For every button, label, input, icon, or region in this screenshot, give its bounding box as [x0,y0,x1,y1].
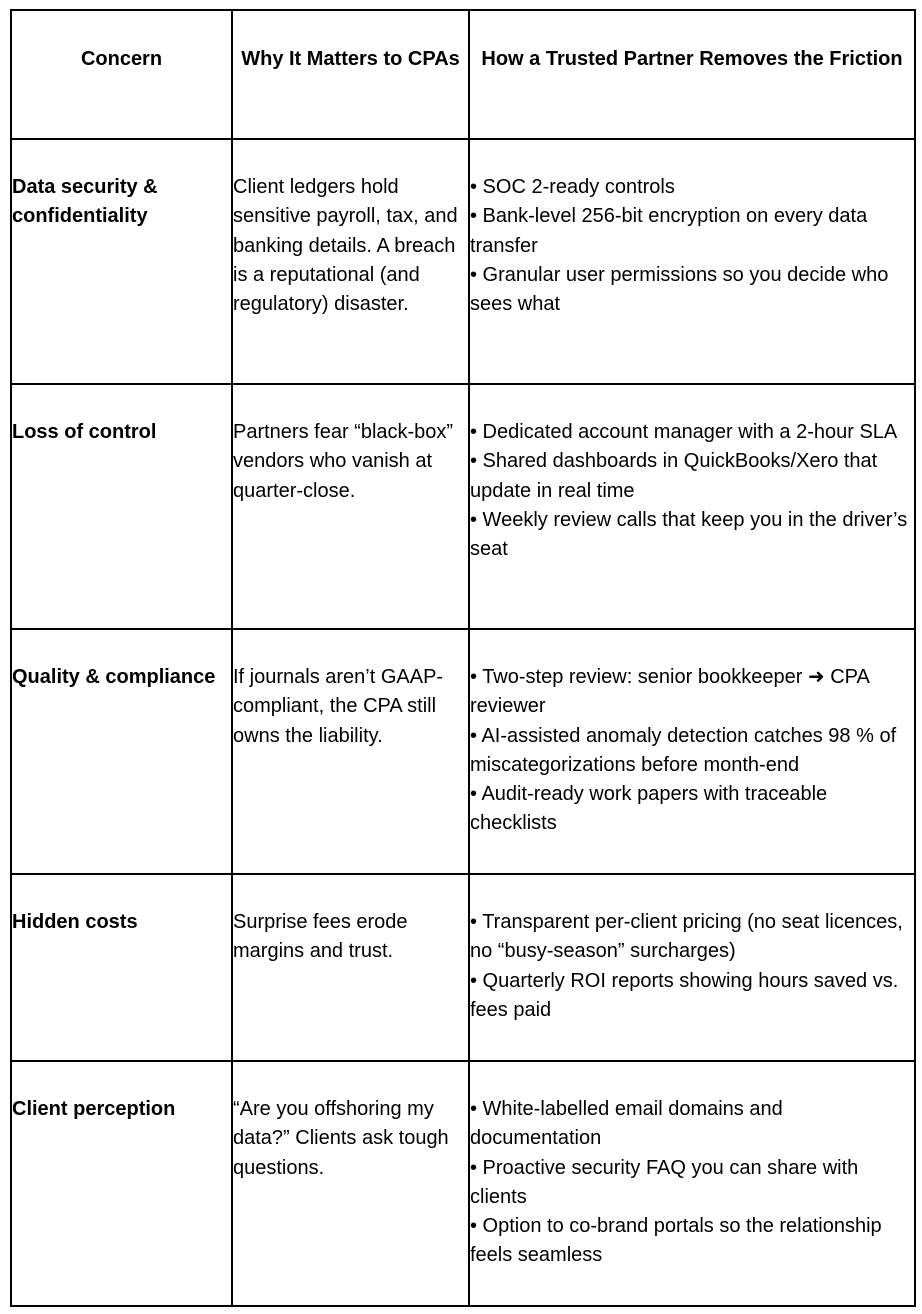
why-cell: If journals aren’t GAAP-compliant, the CPA still owns the liability. [232,629,469,874]
concern-cell: Hidden costs [11,874,232,1061]
bullet-item: • Dedicated account manager with a 2-hour SLA [470,421,898,443]
why-cell: Partners fear “black-box” vendors who vanish at quarter-close. [232,384,469,629]
bullet-item: • Transparent per-client pricing (no seat licences, no “busy-season” surcharges) [470,911,903,963]
header-how: How a Trusted Partner Removes the Friction [469,10,915,139]
table-row [11,139,915,384]
concern-cell: Quality & compliance [11,629,232,874]
concern-cell: Loss of control [11,384,232,629]
how-cell [469,384,915,629]
why-cell: “Are you offshoring my data?” Clients ask tough questions. [232,1061,469,1306]
how-cell [469,629,915,874]
how-cell [469,1061,915,1306]
table-row [11,874,915,1061]
bullet-item: • White-labelled email domains and documentation [470,1098,783,1150]
why-cell: Surprise fees erode margins and trust. [232,874,469,1061]
bullet-item: • Audit-ready work papers with traceable checklists [470,783,828,835]
header-row [11,10,915,139]
bullet-item: • Proactive security FAQ you can share with clients [470,1156,859,1208]
bullet-item: • Quarterly ROI reports showing hours saved vs. fees paid [470,969,899,1021]
header-concern: Concern [11,10,232,139]
concerns-table [10,9,916,1307]
table-row [11,384,915,629]
header-why: Why It Matters to CPAs [232,10,469,139]
bullet-item: • Granular user permissions so you decide who sees what [470,263,889,316]
bullet-item: • Bank-level 256-bit encryption on every data transfer [470,205,868,257]
bullet-item: • Two-step review: senior bookkeeper ➜ CPA reviewer [470,666,869,718]
why-cell: Client ledgers hold sensitive payroll, tax, and banking details. A breach is a reputational (and regulatory) disaster. [232,139,469,384]
table-row [11,1061,915,1306]
concern-cell: Client perception [11,1061,232,1306]
concern-cell: Data security & confidentiality [11,139,232,384]
bullet-item: • Weekly review calls that keep you in the driver’s seat [470,508,908,561]
bullet-item: • AI-assisted anomaly detection catches 98 % of miscategorizations before month-end [470,724,897,776]
bullet-item: • Option to co-brand portals so the relationship feels seamless [470,1215,882,1267]
how-cell [469,139,915,384]
bullet-item: • SOC 2-ready controls [470,176,675,198]
bullet-item: • Shared dashboards in QuickBooks/Xero that update in real time [470,450,878,502]
how-cell [469,874,915,1061]
table-row [11,629,915,874]
